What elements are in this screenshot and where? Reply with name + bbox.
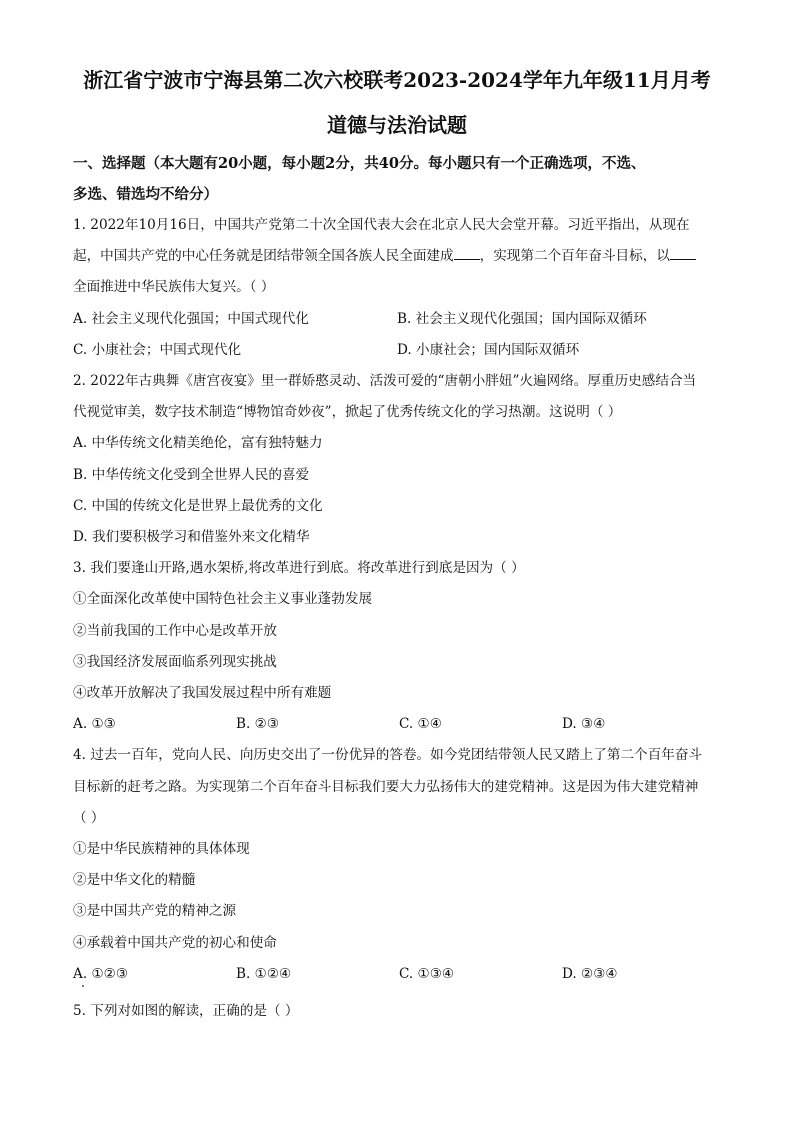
statement-4: ④改革开放解决了我国发展过程中所有难题 <box>73 685 332 702</box>
option-c: C. ①③④ <box>399 965 455 982</box>
option-c: C. 中国的传统文化是世界上最优秀的文化 <box>73 497 323 514</box>
option-a: A. ①②③ <box>73 965 129 982</box>
section-heading-line: 一、选择题（本大题有20小题，每小题2分，共40分。每小题只有一个正确选项，不选、 <box>73 155 646 172</box>
question-stem-line: 1. 2022年10月16日，中国共产党第二十次全国代表大会在北京人民大会堂开幕。习近平指出，从现在 <box>73 217 690 233</box>
option-row <box>73 709 725 740</box>
question-stem-line: 2. 2022年古典舞《唐宫夜宴》里一群娇憨灵动、活泼可爱的“唐朝小胖妞”火遍网络。厚重历史感结合当 <box>73 373 697 390</box>
section-heading <box>73 148 733 210</box>
question-2 <box>73 366 725 553</box>
question-stem-line: 3. 我们要逢山开路,遇水架桥,将改革进行到底。将改革进行到底是因为（ ） <box>73 560 525 577</box>
question-stem-line: （ ） <box>73 809 105 826</box>
section-heading-line: 多选、错选均不给分） <box>73 186 218 203</box>
answer-blank <box>670 245 696 260</box>
question-stem-line: 目标新的赶考之路。为实现第二个百年奋斗目标我们要大力弘扬伟大的建党精神。这是因为伟大建党精神 <box>73 778 699 795</box>
option-d: D. 小康社会；国内国际双循环 <box>397 341 580 358</box>
option-row <box>73 959 725 990</box>
question-stem-line: 4. 过去一百年，党向人民、向历史交出了一份优异的答卷。如今党团结带领人民又踏上了第二个百年奋斗 <box>73 747 703 764</box>
option-c: C. 小康社会；中国式现代化 <box>73 341 242 358</box>
question-list <box>73 210 725 1027</box>
question-4 <box>73 740 725 990</box>
option-b: B. 社会主义现代化强国；国内国际双循环 <box>397 310 647 327</box>
option-b: B. 中华传统文化受到全世界人民的喜爱 <box>73 466 310 483</box>
statement-1: ①全面深化改革使中国特色社会主义事业蓬勃发展 <box>73 591 373 608</box>
statement-4: ④承载着中国共产党的初心和使命 <box>73 934 277 951</box>
statement-2: ②当前我国的工作中心是改革开放 <box>73 622 277 639</box>
option-d: D. ②③④ <box>562 965 618 982</box>
option-c: C. ①④ <box>399 716 442 733</box>
question-stem-line: 代视觉审美，数字技术制造“博物馆奇妙夜”，掀起了优秀传统文化的学习热潮。这说明（ ） <box>73 404 622 421</box>
question-1 <box>73 210 725 366</box>
page-subtitle: 道德与法治试题 <box>327 113 467 137</box>
option-row <box>73 304 725 335</box>
question-stem-line: 5. 下列对如图的解读，正确的是（ ） <box>73 1003 299 1020</box>
option-d: D. ③④ <box>562 716 606 733</box>
statement-1: ①是中华民族精神的具体体现 <box>73 841 250 858</box>
statement-3: ③是中国共产党的精神之源 <box>73 903 237 920</box>
question-3 <box>73 553 725 740</box>
option-row <box>73 335 725 366</box>
option-b: B. ①②④ <box>236 965 292 982</box>
question-stem-line <box>73 241 725 272</box>
question-stem-text: ，实现第二个百年奋斗目标，以 <box>479 248 670 265</box>
question-stem-text: 起，中国共产党的中心任务就是团结带领全国各族人民全面建成 <box>73 248 454 265</box>
question-5 <box>73 996 725 1027</box>
page-title: 浙江省宁波市宁海县第二次六校联考2023-2024学年九年级11月月考 <box>83 68 711 92</box>
option-a: A. 社会主义现代化强国；中国式现代化 <box>73 310 309 327</box>
statement-3: ③我国经济发展面临系列现实挑战 <box>73 653 277 670</box>
option-b: B. ②③ <box>236 716 280 733</box>
statement-2: ②是中华文化的精髓 <box>73 872 196 889</box>
question-stem-line: 全面推进中华民族伟大复兴。（ ） <box>73 279 275 296</box>
option-a: A. ①③ <box>73 716 116 733</box>
answer-blank <box>454 245 480 260</box>
option-a: A. 中华传统文化精美绝伦，富有独特魅力 <box>73 435 323 452</box>
option-d: D. 我们要积极学习和借鉴外来文化精华 <box>73 529 310 546</box>
scan-dot <box>82 985 84 987</box>
